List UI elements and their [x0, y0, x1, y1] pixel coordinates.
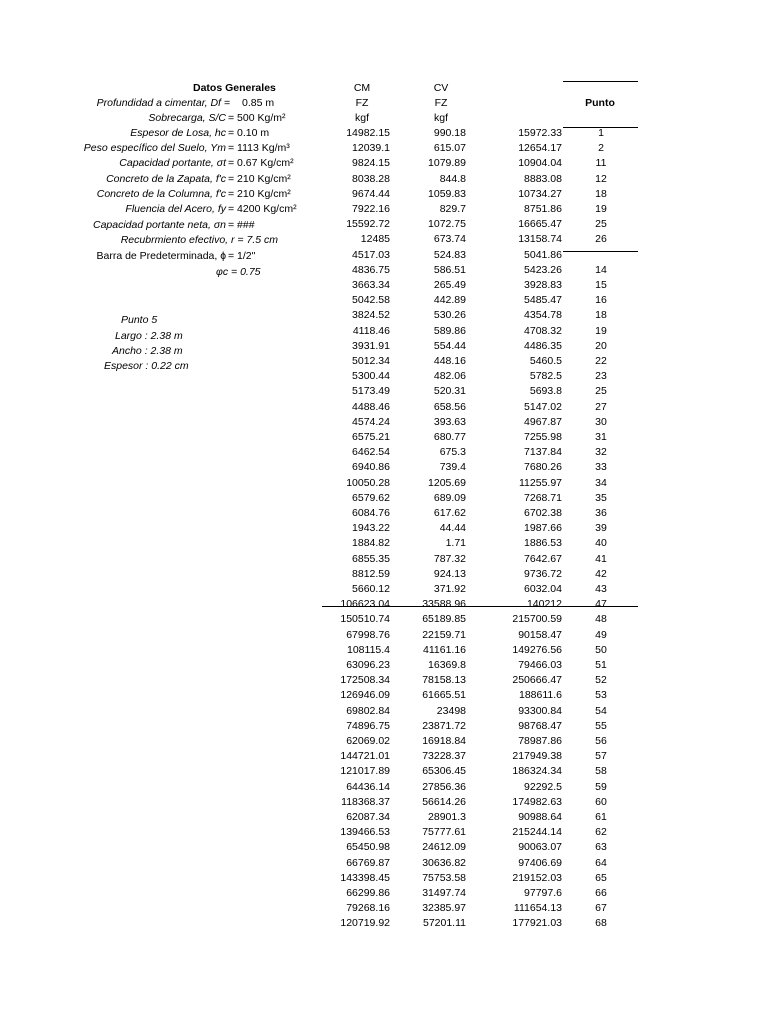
table-row [0, 826, 768, 841]
cv-cell: 617.62 [433, 507, 466, 519]
punto-cell: 18 [595, 187, 607, 200]
punto-cell: 49 [595, 628, 607, 641]
cm-cell: 9824.15 [352, 157, 390, 170]
table-row [0, 857, 768, 872]
punto-cell: 59 [595, 780, 607, 793]
cm-cell: 5042.58 [352, 294, 390, 307]
cm-cell: 1884.82 [352, 537, 390, 550]
punto-cell: 19 [595, 203, 607, 215]
punto-cell: 31 [595, 431, 607, 443]
cm-cell: 5012.34 [352, 355, 390, 367]
total-cell: 177921.03 [512, 917, 562, 930]
cm-cell: 150510.74 [340, 613, 390, 626]
table-row [0, 872, 768, 887]
punto-cell: 48 [595, 613, 607, 626]
table-row [0, 522, 768, 537]
cm-cell: 12485 [360, 233, 390, 246]
cv-cell: 586.51 [433, 263, 466, 276]
punto-cell: 1 [598, 127, 604, 139]
table-row [0, 355, 768, 370]
general-item-value: = 1/2" [228, 250, 256, 262]
total-cell: 7680.26 [524, 461, 562, 474]
cm-cell: 69802.84 [346, 704, 390, 717]
table-row [0, 917, 768, 932]
general-item-label: Recubrmiento efectivo, r = 7.5 cm [120, 234, 278, 246]
punto-cell: 26 [595, 233, 607, 246]
cm-cell: 74896.75 [346, 719, 390, 732]
punto-cell: 32 [595, 446, 607, 459]
table-row [0, 294, 768, 309]
table-row [0, 188, 768, 203]
cm-cell: 4517.03 [352, 248, 390, 261]
punto-cell: 55 [595, 719, 607, 732]
punto-cell: 39 [595, 522, 607, 535]
cm-cell: 65450.98 [346, 841, 390, 854]
total-cell: 6702.38 [524, 507, 562, 519]
cm-cell: 15592.72 [346, 218, 390, 231]
cv-cell: 689.09 [433, 491, 466, 504]
cm-cell: 126946.09 [340, 689, 390, 702]
general-item-value: = 0.10 m [228, 127, 270, 139]
cm-cell: 139466.53 [340, 826, 390, 839]
punto-cell: 47 [595, 598, 607, 611]
cv-cell: 442.89 [433, 294, 466, 307]
cm-cell: 3824.52 [352, 309, 390, 322]
cm-cell: 62087.34 [346, 811, 390, 823]
total-cell: 140212 [526, 598, 562, 611]
cv-cell: 448.16 [433, 355, 466, 367]
general-item-value: = ### [228, 219, 255, 231]
table-row [0, 598, 768, 613]
cv-cell: 1205.69 [428, 476, 466, 489]
cv-cell: 530.26 [433, 309, 466, 322]
cv-unit: kgf [433, 112, 448, 124]
total-cell: 4486.35 [524, 339, 562, 352]
total-cell: 5460.5 [529, 355, 562, 367]
cv-cell: 524.83 [433, 248, 466, 261]
total-cell: 219152.03 [512, 871, 562, 884]
punto-cell: 57 [595, 750, 607, 763]
table-row [0, 416, 768, 431]
punto-cell: 25 [595, 218, 607, 231]
punto-cell: 53 [595, 689, 607, 702]
table-row [0, 644, 768, 659]
punto-cell: 50 [595, 643, 607, 656]
cv-cell: 589.86 [433, 324, 466, 337]
punto-cell: 12 [595, 172, 607, 185]
cm-cell: 5660.12 [352, 583, 390, 595]
punto-cell: 63 [595, 841, 607, 854]
table-row [0, 887, 768, 902]
cv-cell: 57201.11 [422, 917, 466, 930]
cm-cell: 144721.01 [340, 750, 390, 763]
table-row [0, 735, 768, 750]
punto-cell: 15 [595, 279, 607, 291]
general-item-label: Concreto de la Zapata, f'c [106, 173, 226, 185]
total-cell: 7137.84 [524, 446, 562, 459]
table-row [0, 796, 768, 811]
table-row [0, 385, 768, 400]
total-cell: 16665.47 [518, 218, 562, 231]
cv-cell: 1.71 [445, 537, 466, 550]
cm-cell: 9674.44 [352, 187, 390, 200]
table-row [0, 461, 768, 476]
cv-cell: 32385.97 [422, 902, 466, 915]
punto-cell: 41 [595, 552, 607, 565]
general-item-label: φc = 0.75 [216, 266, 261, 278]
total-cell: 13158.74 [518, 233, 562, 246]
general-item-label: Fluencia del Acero, fy [125, 203, 226, 215]
cv-cell: 33588.96 [422, 598, 466, 611]
cv-cell: 371.92 [433, 583, 466, 595]
punto-cell: 23 [595, 370, 607, 383]
cv-cell: 22159.71 [422, 628, 466, 641]
total-cell: 174982.63 [512, 795, 562, 808]
general-item-value: = 210 Kg/cm² [228, 173, 291, 185]
punto-cell: 62 [595, 826, 607, 839]
table-row [0, 629, 768, 644]
cm-cell: 4488.46 [352, 400, 390, 413]
cv-cell: 61665.51 [422, 689, 466, 702]
cv-cell: 1072.75 [428, 218, 466, 231]
table-row [0, 553, 768, 568]
total-cell: 97406.69 [518, 856, 562, 869]
table-row [0, 492, 768, 507]
cm-cell: 62069.02 [346, 735, 390, 747]
total-cell: 1987.66 [524, 522, 562, 535]
cv-cell: 65306.45 [422, 765, 466, 778]
table-row [0, 583, 768, 598]
punto-cell: 68 [595, 917, 607, 930]
cm-cell: 63096.23 [346, 659, 390, 671]
table-row [0, 370, 768, 385]
punto-cell: 30 [595, 415, 607, 428]
general-item-value: 0.85 m [242, 97, 275, 109]
punto-cell: 18 [595, 309, 607, 322]
punto-cell: 2 [598, 142, 604, 155]
cv-cell: 680.77 [433, 431, 466, 443]
general-item-value: = 4200 Kg/cm² [228, 203, 297, 215]
total-cell: 5693.8 [529, 385, 562, 398]
punto-cell: 11 [595, 157, 607, 170]
punto-cell: 52 [595, 674, 607, 687]
punto-cell: 35 [595, 491, 607, 504]
table-row [0, 173, 768, 188]
total-cell: 79466.03 [518, 659, 562, 671]
total-cell: 186324.34 [512, 765, 562, 778]
table-row [0, 568, 768, 583]
cm-subheader: FZ [355, 97, 369, 109]
cm-cell: 66299.86 [346, 887, 390, 899]
cv-cell: 41161.16 [422, 643, 466, 656]
cm-header: CM [353, 82, 371, 94]
cm-cell: 106623.04 [340, 598, 390, 611]
general-item-label: Barra de Predeterminada, ɸ [96, 250, 226, 262]
general-item-label: Profundidad a cimentar, Df = [96, 97, 230, 109]
table-row [0, 279, 768, 294]
punto-cell: 33 [595, 461, 607, 474]
total-cell: 5485.47 [524, 294, 562, 307]
cm-cell: 67998.76 [346, 628, 390, 641]
cm-cell: 1943.22 [352, 522, 390, 535]
punto5-ancho: Ancho : 2.38 m [112, 345, 183, 357]
cv-subheader: FZ [434, 97, 448, 109]
table-row [0, 325, 768, 340]
cv-cell: 23871.72 [422, 719, 466, 732]
general-item-label: Sobrecarga, S/C [148, 112, 226, 124]
table-row [0, 537, 768, 552]
table-row [0, 157, 768, 172]
punto-cell: 20 [595, 339, 607, 352]
table-row [0, 142, 768, 157]
cm-cell: 6575.21 [352, 431, 390, 443]
punto-header: Punto [585, 97, 615, 109]
cv-cell: 520.31 [433, 385, 466, 398]
total-cell: 10734.27 [518, 187, 562, 200]
table-row [0, 841, 768, 856]
total-cell: 92292.5 [524, 780, 562, 793]
punto-cell: 42 [595, 567, 607, 580]
punto-cell: 67 [595, 902, 607, 915]
table-row [0, 705, 768, 720]
punto-cell: 22 [595, 355, 607, 367]
punto5-title: Punto 5 [121, 314, 158, 326]
table-row [0, 249, 768, 264]
total-cell: 250666.47 [512, 674, 562, 687]
cv-cell: 393.63 [433, 415, 466, 428]
total-cell: 90158.47 [518, 628, 562, 641]
cv-cell: 658.56 [433, 400, 466, 413]
total-cell: 12654.17 [518, 142, 562, 155]
punto-cell: 19 [595, 324, 607, 337]
table-row [0, 264, 768, 279]
cv-cell: 787.32 [433, 552, 466, 565]
punto-cell: 51 [595, 659, 607, 671]
cm-unit: kgf [354, 112, 369, 124]
total-cell: 5147.02 [524, 400, 562, 413]
total-cell: 8883.08 [524, 172, 562, 185]
cv-cell: 78158.13 [422, 674, 466, 687]
table-row [0, 720, 768, 735]
total-cell: 7642.67 [524, 552, 562, 565]
table-row [0, 659, 768, 674]
table-row [0, 781, 768, 796]
cm-cell: 108115.4 [346, 643, 390, 656]
punto-cell: 54 [595, 704, 607, 717]
cv-cell: 829.7 [439, 203, 466, 215]
cv-cell: 24612.09 [422, 841, 466, 854]
cm-cell: 121017.89 [340, 765, 390, 778]
punto-cell: 25 [595, 385, 607, 398]
total-cell: 149276.56 [512, 643, 562, 656]
cv-cell: 990.18 [433, 127, 466, 139]
cv-cell: 482.06 [433, 370, 466, 383]
total-cell: 215700.59 [512, 613, 562, 626]
general-data-title: Datos Generales [193, 82, 276, 94]
total-cell: 78987.86 [518, 735, 562, 747]
total-cell: 5782.5 [529, 370, 562, 383]
punto-cell: 66 [595, 887, 607, 899]
cm-cell: 66769.87 [346, 856, 390, 869]
total-cell: 111654.13 [513, 902, 562, 915]
cm-cell: 5173.49 [352, 385, 390, 398]
table-row [0, 309, 768, 324]
total-cell: 6032.04 [524, 583, 562, 595]
general-item-value: = 500 Kg/m² [228, 112, 286, 124]
cm-cell: 4836.75 [352, 263, 390, 276]
punto-cell: 60 [595, 795, 607, 808]
total-cell: 8751.86 [524, 203, 562, 215]
table-row [0, 689, 768, 704]
total-cell: 9736.72 [524, 567, 562, 580]
cv-cell: 65189.85 [422, 613, 466, 626]
table-row [0, 750, 768, 765]
cv-cell: 44.44 [439, 522, 466, 535]
general-item-label: Capacidad portante, σt [119, 157, 226, 169]
cm-cell: 10050.28 [346, 476, 390, 489]
cv-cell: 615.07 [433, 142, 466, 155]
total-cell: 93300.84 [518, 704, 562, 717]
cm-cell: 3931.91 [352, 339, 390, 352]
cv-cell: 23498 [436, 704, 466, 717]
table-row [0, 233, 768, 248]
general-item-value: = 210 Kg/cm² [228, 188, 291, 200]
cm-cell: 8812.59 [352, 567, 390, 580]
table-row [0, 613, 768, 628]
table-row [0, 401, 768, 416]
table-row [0, 446, 768, 461]
total-cell: 217949.38 [512, 750, 562, 763]
total-cell: 11255.97 [518, 476, 562, 489]
cv-cell: 265.49 [433, 279, 466, 291]
cm-cell: 79268.16 [346, 902, 390, 915]
punto5-espesor: Espesor : 0.22 cm [104, 360, 189, 372]
total-cell: 188611.6 [518, 689, 562, 702]
cm-cell: 118368.37 [341, 795, 390, 808]
total-cell: 3928.83 [524, 279, 562, 291]
cv-cell: 16918.84 [422, 735, 466, 747]
general-item-value: = 1113 Kg/m³ [228, 142, 290, 154]
total-cell: 4708.32 [524, 324, 562, 337]
cv-cell: 75753.58 [422, 871, 466, 884]
total-cell: 10904.04 [518, 157, 562, 170]
table-row [0, 765, 768, 780]
cm-cell: 120719.92 [340, 917, 390, 930]
table-row [0, 674, 768, 689]
general-item-label: Espesor de Losa, hc [130, 127, 226, 139]
cv-cell: 75777.61 [422, 826, 466, 839]
general-item-label: Peso específico del Suelo, Ym [83, 142, 226, 154]
cm-cell: 3663.34 [352, 279, 390, 291]
cm-cell: 172508.34 [340, 674, 390, 687]
total-cell: 90063.07 [518, 841, 562, 854]
punto-cell: 65 [595, 871, 607, 884]
cv-cell: 675.3 [439, 446, 466, 459]
cv-cell: 1079.89 [428, 157, 466, 170]
cv-cell: 30636.82 [422, 856, 466, 869]
table-row [0, 507, 768, 522]
table-row [0, 431, 768, 446]
cv-cell: 924.13 [433, 567, 466, 580]
total-cell: 98768.47 [518, 719, 562, 732]
cm-cell: 6462.54 [352, 446, 390, 459]
total-cell: 15972.33 [518, 127, 562, 139]
punto-cell: 14 [595, 263, 607, 276]
punto-cell: 16 [595, 294, 607, 307]
punto-cell: 27 [595, 400, 607, 413]
cv-cell: 31497.74 [422, 887, 466, 899]
cv-cell: 554.44 [433, 339, 466, 352]
table-row [0, 203, 768, 218]
cm-cell: 14982.15 [346, 127, 390, 139]
total-cell: 7255.98 [524, 431, 562, 443]
cm-cell: 6940.86 [352, 461, 390, 474]
punto-cell: 40 [595, 537, 607, 550]
table-row [0, 127, 768, 142]
total-cell: 5041.86 [524, 248, 562, 261]
general-item-label: Capacidad portante neta, σn [92, 219, 226, 231]
total-cell: 4354.78 [524, 309, 562, 322]
total-cell: 215244.14 [512, 826, 562, 839]
cv-cell: 739.4 [439, 461, 466, 474]
cv-cell: 56614.26 [422, 795, 466, 808]
cm-cell: 12039.1 [352, 142, 390, 155]
table-row [0, 340, 768, 355]
cm-cell: 6579.62 [352, 491, 390, 504]
punto5-largo: Largo : 2.38 m [115, 330, 183, 342]
total-cell: 7268.71 [524, 491, 562, 504]
total-cell: 90988.64 [518, 811, 562, 823]
punto-top-border [563, 81, 638, 82]
cm-cell: 7922.16 [352, 203, 390, 215]
cm-cell: 4574.24 [352, 415, 390, 428]
cm-cell: 5300.44 [352, 370, 390, 383]
general-item-value: = 0.67 Kg/cm² [228, 157, 294, 169]
cm-cell: 64436.14 [346, 780, 390, 793]
total-cell: 5423.26 [524, 263, 562, 276]
total-cell: 4967.87 [524, 415, 562, 428]
total-cell: 1886.53 [524, 537, 562, 550]
table-row [0, 902, 768, 917]
cv-cell: 844.8 [439, 172, 466, 185]
total-cell: 97797.6 [524, 887, 562, 899]
cv-cell: 27856.36 [422, 780, 466, 793]
punto-cell: 34 [595, 476, 607, 489]
punto-cell: 61 [595, 811, 607, 823]
cv-header: CV [433, 82, 449, 94]
cm-cell: 4118.46 [352, 324, 390, 337]
punto-cell: 36 [595, 507, 607, 519]
cm-cell: 6855.35 [352, 552, 390, 565]
table-row [0, 811, 768, 826]
cv-cell: 73228.37 [422, 750, 466, 763]
cm-cell: 6084.76 [352, 507, 390, 519]
punto-cell: 64 [595, 856, 607, 869]
cv-cell: 673.74 [433, 233, 466, 246]
cm-cell: 8038.28 [352, 172, 390, 185]
cv-cell: 1059.83 [428, 187, 466, 200]
punto-cell: 58 [595, 765, 607, 778]
table-row [0, 477, 768, 492]
cv-cell: 16369.8 [428, 659, 466, 671]
cv-cell: 28901.3 [428, 811, 466, 823]
punto-cell: 43 [595, 583, 607, 595]
general-item-label: Concreto de la Columna, f'c [96, 188, 226, 200]
punto-cell: 56 [595, 735, 607, 747]
cm-cell: 143398.45 [340, 871, 390, 884]
table-row [0, 218, 768, 233]
